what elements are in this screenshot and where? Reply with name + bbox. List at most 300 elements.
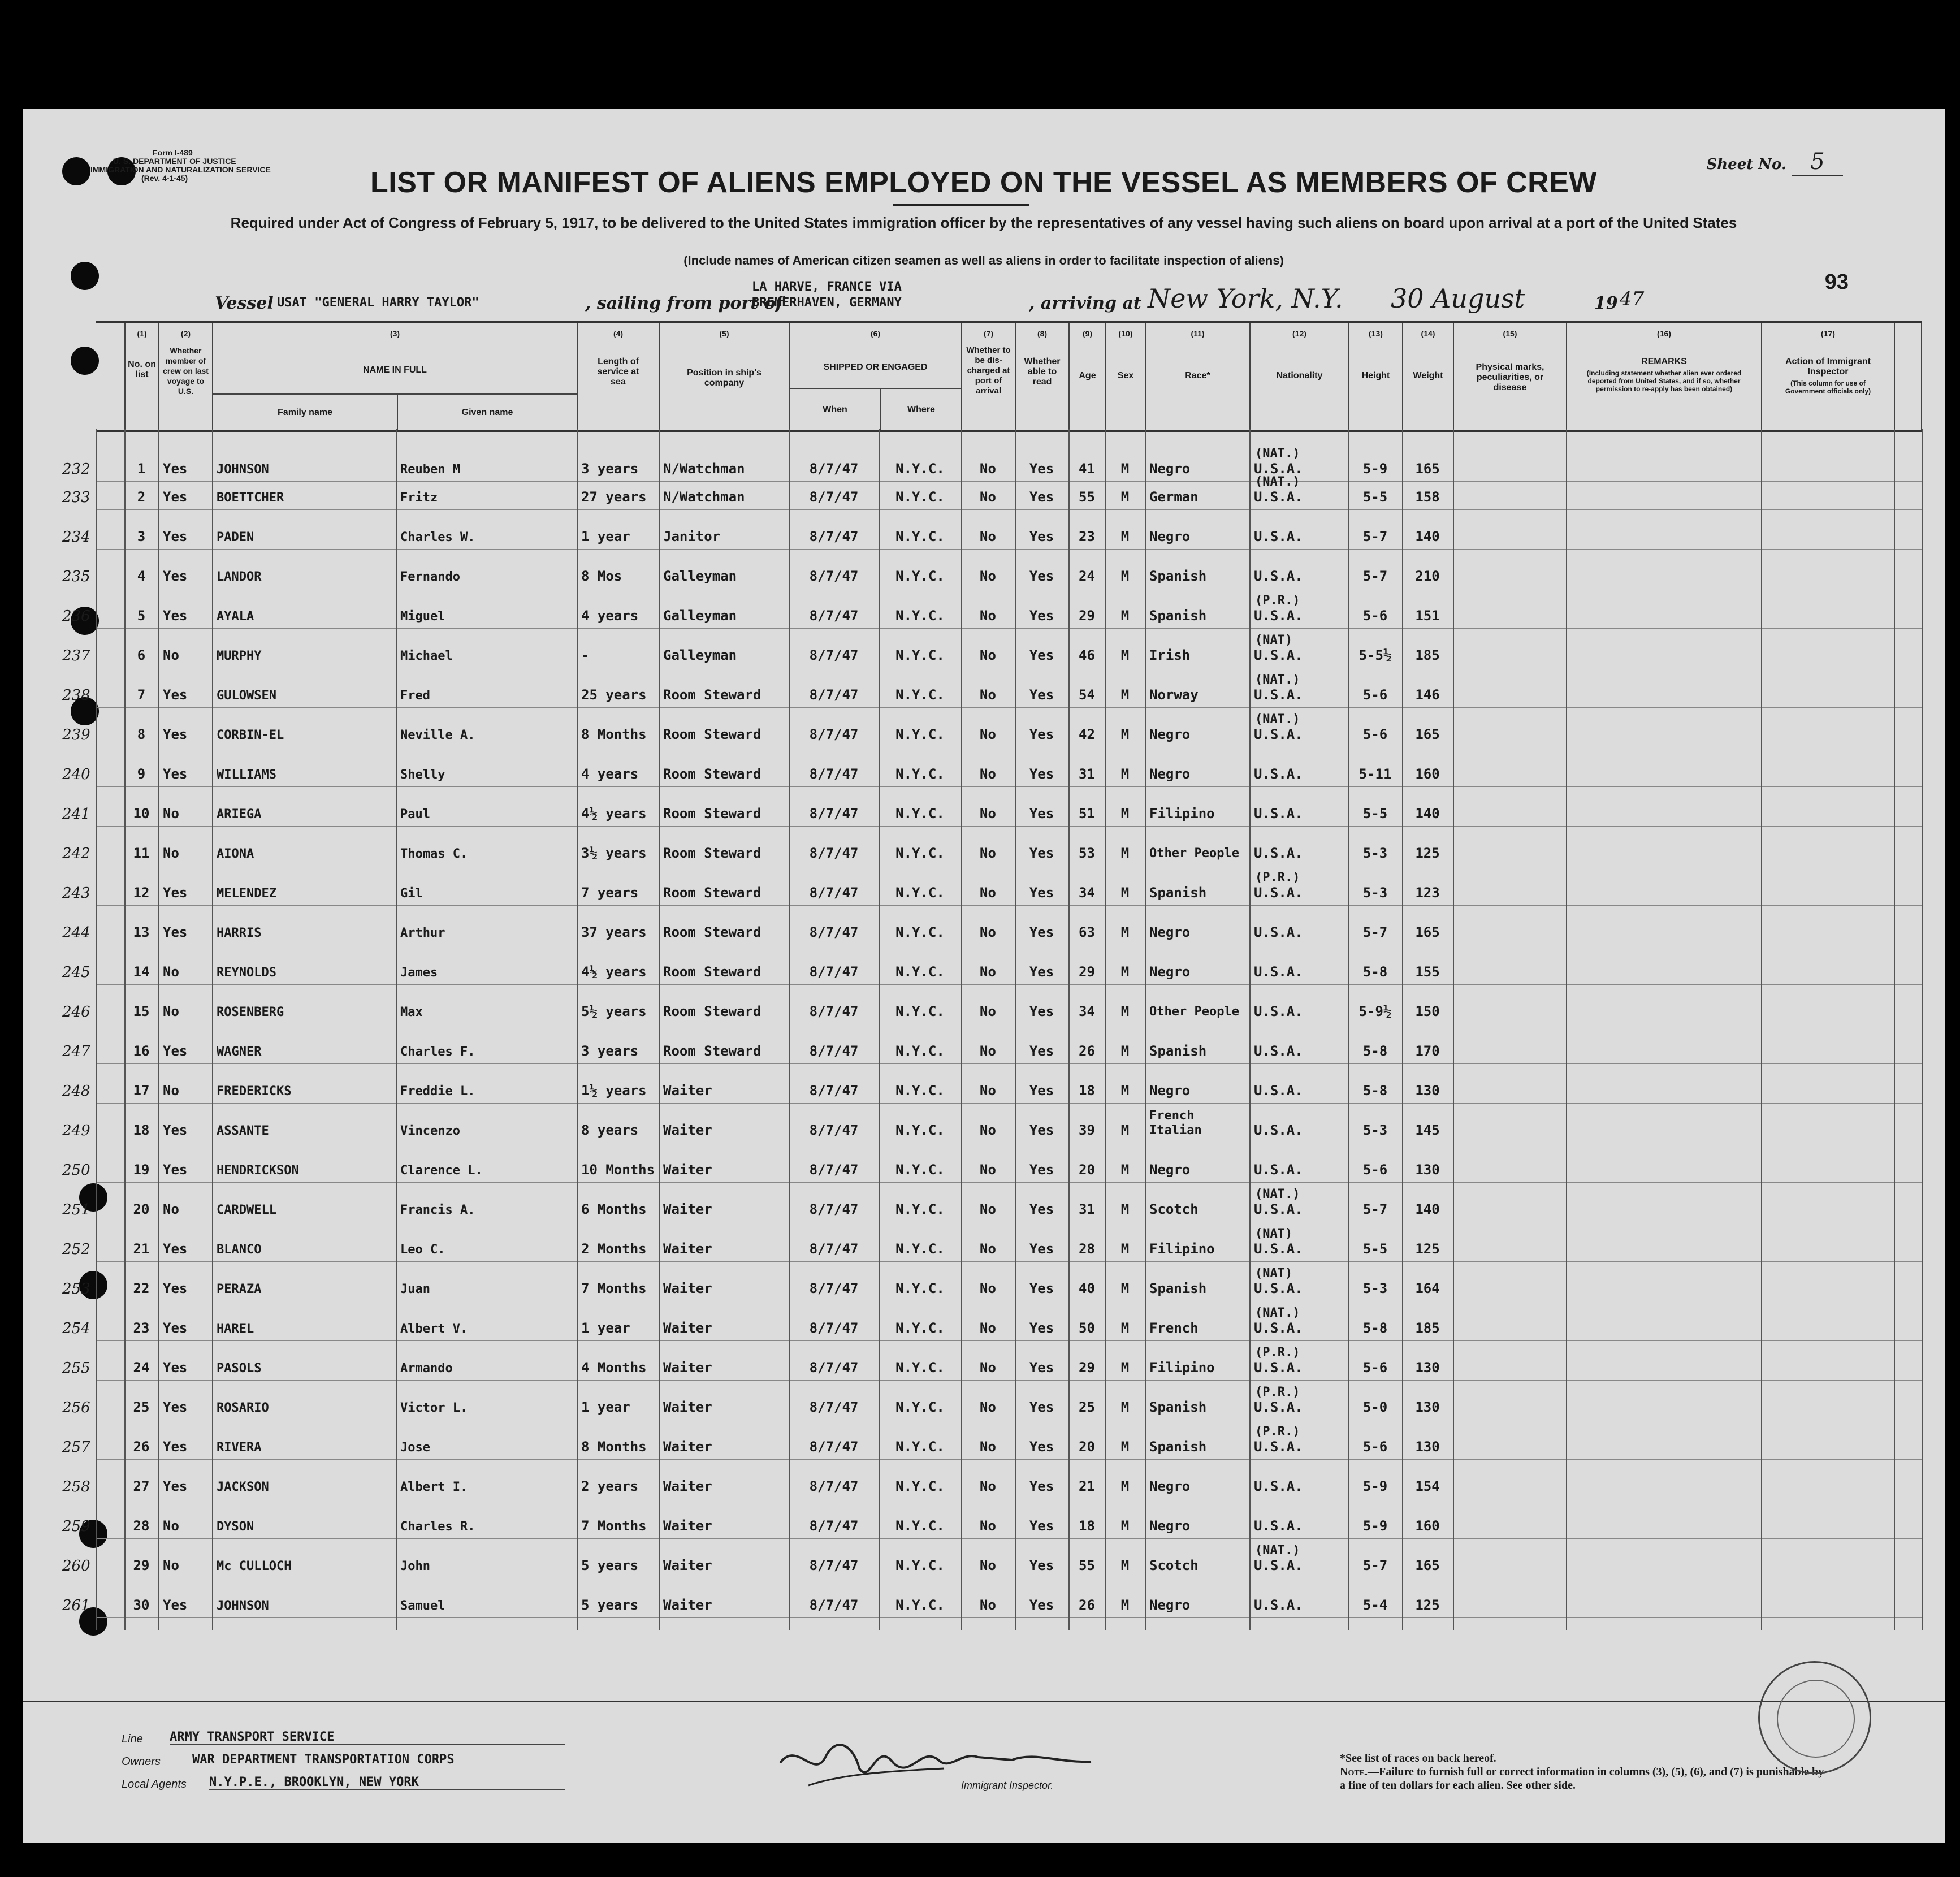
cell-last: Yes: [163, 529, 188, 544]
cell-read: Yes: [1029, 964, 1054, 980]
cell-height: 5-9: [1362, 1518, 1388, 1534]
cell-nationality-note: (NAT.): [1255, 1306, 1300, 1320]
sequence-number: 235: [62, 568, 90, 585]
cell-weight: 158: [1415, 489, 1440, 505]
cell-nationality-note: (P.R.): [1255, 594, 1300, 608]
table-row: [62, 906, 1922, 946]
page-subtitle: Required under Act of Congress of February 5, 1917, to be delivered to the United States immigration officer by the representatives of any vessel having such aliens on board upon arrival at a port of the United States: [230, 214, 1737, 231]
cell-when: 8/7/47: [809, 1043, 859, 1059]
cell-nationality: U.S.A.: [1254, 687, 1303, 703]
cell-given: Albert V.: [400, 1322, 468, 1336]
cell-sex: M: [1120, 1558, 1130, 1573]
cell-when: 8/7/47: [809, 1360, 859, 1376]
cell-family: ARIEGA: [217, 807, 262, 821]
cell-position: Galleyman: [663, 568, 737, 584]
manifest-sheet: [23, 109, 1945, 1843]
cell-read: Yes: [1029, 687, 1054, 703]
cell-position: Room Steward: [663, 726, 761, 742]
cell-age: 63: [1079, 924, 1095, 940]
cell-where: N.Y.C.: [895, 529, 945, 544]
cell-no: 27: [133, 1478, 150, 1494]
cell-when: 8/7/47: [809, 806, 859, 821]
cell-last: Yes: [163, 1439, 188, 1455]
cell-where: N.Y.C.: [895, 1083, 945, 1098]
table-row: [62, 1500, 1922, 1539]
cell-where: N.Y.C.: [895, 568, 945, 584]
cell-read: Yes: [1029, 1518, 1054, 1534]
column-rule: [1145, 429, 1146, 1630]
cell-height: 5-0: [1362, 1399, 1388, 1415]
cell-when: 8/7/47: [809, 1004, 859, 1019]
cell-position: Room Steward: [663, 964, 761, 980]
table-row: [62, 1421, 1922, 1460]
row-rule: [96, 1538, 1922, 1539]
sequence-number: 251: [62, 1201, 90, 1218]
cell-when: 8/7/47: [809, 924, 859, 940]
cell-discharged: No: [980, 608, 996, 624]
cell-nationality: U.S.A.: [1254, 964, 1303, 980]
cell-read: Yes: [1029, 647, 1054, 663]
row-rule: [96, 1459, 1922, 1460]
cell-where: N.Y.C.: [895, 687, 945, 703]
header-read: (8) Whether able to read: [1015, 323, 1068, 430]
cell-service: 8 Months: [581, 1439, 647, 1455]
official-seal-stamp: [1758, 1661, 1871, 1774]
table-row: [62, 946, 1922, 985]
cell-race: Spanish: [1149, 885, 1207, 901]
column-rule: [1566, 429, 1567, 1630]
cell-age: 29: [1079, 608, 1095, 624]
sequence-number: 248: [62, 1083, 90, 1100]
cell-no: 28: [133, 1518, 150, 1534]
cell-discharged: No: [980, 885, 996, 901]
table-row: [62, 1025, 1922, 1065]
cell-no: 19: [133, 1162, 150, 1178]
cell-no: 9: [137, 766, 146, 782]
cell-position: Waiter: [663, 1558, 712, 1573]
cell-position: Waiter: [663, 1518, 712, 1534]
cell-last: Yes: [163, 1043, 188, 1059]
cell-race: Negro: [1149, 1162, 1191, 1178]
cell-sex: M: [1120, 1043, 1130, 1059]
column-rule: [1894, 429, 1895, 1630]
cell-race: Other People: [1149, 846, 1239, 860]
cell-where: N.Y.C.: [895, 806, 945, 821]
cell-age: 29: [1079, 1360, 1095, 1376]
cell-sex: M: [1120, 687, 1130, 703]
cell-where: N.Y.C.: [895, 1320, 945, 1336]
cell-weight: 165: [1415, 461, 1440, 477]
header-inspector-action: (17) Action of Immigrant Inspector (This column for use of Government officials only): [1761, 323, 1894, 430]
cell-read: Yes: [1029, 885, 1054, 901]
cell-given: Francis A.: [400, 1203, 475, 1217]
cell-race: Filipino: [1149, 1241, 1215, 1257]
cell-family: BOETTCHER: [217, 491, 284, 505]
cell-height: 5-6: [1362, 1162, 1388, 1178]
cell-race: Negro: [1149, 529, 1191, 544]
cell-race: Filipino: [1149, 1360, 1215, 1376]
sequence-number: 236: [62, 608, 90, 625]
cell-nationality: U.S.A.: [1254, 461, 1303, 477]
cell-sex: M: [1120, 1360, 1130, 1376]
cell-height: 5-6: [1362, 1439, 1388, 1455]
cell-weight: 130: [1415, 1399, 1440, 1415]
table-row: [62, 788, 1922, 827]
column-rule: [659, 429, 660, 1630]
cell-nationality: U.S.A.: [1254, 1320, 1303, 1336]
cell-weight: 165: [1415, 726, 1440, 742]
cell-nationality: U.S.A.: [1254, 1597, 1303, 1613]
cell-nationality: U.S.A.: [1254, 1439, 1303, 1455]
cell-age: 23: [1079, 529, 1095, 544]
cell-age: 34: [1079, 1004, 1095, 1019]
cell-age: 39: [1079, 1122, 1095, 1138]
cell-sex: M: [1120, 1597, 1130, 1613]
cell-discharged: No: [980, 1558, 996, 1573]
cell-last: No: [163, 1558, 179, 1573]
table-row: [62, 985, 1922, 1025]
cell-no: 16: [133, 1043, 150, 1059]
cell-position: Room Steward: [663, 1043, 761, 1059]
table-row: [62, 748, 1922, 788]
cell-race: Negro: [1149, 1083, 1191, 1098]
cell-family: ROSENBERG: [217, 1005, 284, 1019]
cell-last: No: [163, 964, 179, 980]
table-row: [62, 867, 1922, 906]
cell-nationality: U.S.A.: [1254, 1399, 1303, 1415]
header-height: (13) Height: [1348, 323, 1402, 430]
cell-last: Yes: [163, 1162, 188, 1178]
cell-where: N.Y.C.: [895, 461, 945, 477]
row-rule: [96, 707, 1922, 708]
cell-read: Yes: [1029, 1360, 1054, 1376]
cell-family: CORBIN-EL: [217, 728, 284, 742]
header-last-voyage: (2) Whether member of crew on last voyage to U.S.: [158, 323, 212, 430]
cell-sex: M: [1120, 489, 1130, 505]
cell-race: Negro: [1149, 766, 1191, 782]
cell-service: 8 Months: [581, 726, 647, 742]
sequence-number: 234: [62, 529, 90, 546]
cell-nationality-note: (NAT.): [1255, 712, 1300, 726]
cell-age: 55: [1079, 489, 1095, 505]
cell-given: Charles R.: [400, 1520, 475, 1534]
cell-weight: 125: [1415, 1241, 1440, 1257]
cell-read: Yes: [1029, 1162, 1054, 1178]
cell-age: 20: [1079, 1439, 1095, 1455]
cell-race: Negro: [1149, 924, 1191, 940]
cell-nationality: U.S.A.: [1254, 1518, 1303, 1534]
cell-where: N.Y.C.: [895, 1399, 945, 1415]
cell-when: 8/7/47: [809, 845, 859, 861]
cell-weight: 125: [1415, 845, 1440, 861]
cell-nationality: U.S.A.: [1254, 1281, 1303, 1296]
cell-discharged: No: [980, 1004, 996, 1019]
table-row: [62, 1183, 1922, 1223]
cell-where: N.Y.C.: [895, 1558, 945, 1573]
manifest-footer: Line ARMY TRANSPORT SERVICE Owners WAR DEPARTMENT TRANSPORTATION CORPS Local Agents N.Y.P.E., BROOKLYN, NEW YORK Immigrant Inspector. *See list of races on back hereof. Note.—Failure to furnish full or correct information in columns (3), (5), (6), and (7) is punishable by a fine of ten dollars for each alien. See other side.: [23, 1701, 1945, 1843]
cell-read: Yes: [1029, 1558, 1054, 1573]
cell-position: Waiter: [663, 1201, 712, 1217]
cell-nationality: U.S.A.: [1254, 1241, 1303, 1257]
cell-height: 5-8: [1362, 1320, 1388, 1336]
cell-sex: M: [1120, 1004, 1130, 1019]
cell-when: 8/7/47: [809, 726, 859, 742]
cell-position: Room Steward: [663, 885, 761, 901]
cell-sex: M: [1120, 608, 1130, 624]
cell-age: 25: [1079, 1399, 1095, 1415]
cell-discharged: No: [980, 461, 996, 477]
cell-discharged: No: [980, 1162, 996, 1178]
sequence-number: 238: [62, 687, 90, 704]
cell-service: 4½ years: [581, 806, 647, 821]
cell-given: Juan: [400, 1282, 430, 1296]
cell-service: 1½ years: [581, 1083, 647, 1098]
cell-read: Yes: [1029, 529, 1054, 544]
cell-nationality: U.S.A.: [1254, 529, 1303, 544]
vessel-line: Vessel USAT "GENERAL HARRY TAYLOR" , sailing from port of LA HARVE, FRANCE VIA BREMERHAVEN, GERMANY , arriving at New York, N.Y. 30 August 19 47: [215, 280, 1645, 314]
column-rule: [789, 429, 790, 1630]
binder-hole: [71, 347, 99, 375]
cell-discharged: No: [980, 1478, 996, 1494]
cell-position: Waiter: [663, 1597, 712, 1613]
cell-no: 26: [133, 1439, 150, 1455]
cell-sex: M: [1120, 461, 1130, 477]
cell-last: No: [163, 806, 179, 821]
cell-no: 25: [133, 1399, 150, 1415]
cell-nationality: U.S.A.: [1254, 924, 1303, 940]
cell-discharged: No: [980, 489, 996, 505]
cell-given: Paul: [400, 807, 430, 821]
cell-last: No: [163, 1083, 179, 1098]
header-nationality: (12) Nationality: [1249, 323, 1348, 430]
cell-last: Yes: [163, 1122, 188, 1138]
cell-race: Spanish: [1149, 1281, 1207, 1296]
cell-weight: 140: [1415, 806, 1440, 821]
cell-no: 23: [133, 1320, 150, 1336]
cell-sex: M: [1120, 845, 1130, 861]
cell-discharged: No: [980, 1360, 996, 1376]
cell-sex: M: [1120, 529, 1130, 544]
cell-read: Yes: [1029, 766, 1054, 782]
cell-position: Galleyman: [663, 647, 737, 663]
cell-family: REYNOLDS: [217, 966, 276, 980]
cell-when: 8/7/47: [809, 1201, 859, 1217]
cell-height: 5-6: [1362, 1360, 1388, 1376]
cell-weight: 150: [1415, 1004, 1440, 1019]
cell-position: Waiter: [663, 1439, 712, 1455]
header-physical-marks: (15) Physical marks, peculiarities, or disease: [1453, 323, 1566, 430]
row-rule: [96, 1182, 1922, 1183]
cell-race: Negro: [1149, 1478, 1191, 1494]
cell-service: 7 Months: [581, 1518, 647, 1534]
cell-given: Freddie L.: [400, 1084, 475, 1098]
cell-age: 18: [1079, 1083, 1095, 1098]
cell-given: Charles W.: [400, 530, 475, 544]
cell-age: 20: [1079, 1162, 1095, 1178]
cell-last: No: [163, 845, 179, 861]
cell-where: N.Y.C.: [895, 964, 945, 980]
cell-given: Samuel: [400, 1599, 445, 1613]
cell-given: Michael: [400, 649, 453, 663]
column-rule: [1922, 429, 1923, 1630]
cell-age: 46: [1079, 647, 1095, 663]
cell-height: 5-4: [1362, 1597, 1388, 1613]
cell-discharged: No: [980, 726, 996, 742]
cell-discharged: No: [980, 687, 996, 703]
row-rule: [96, 1380, 1922, 1381]
cell-race: Irish: [1149, 647, 1191, 663]
cell-where: N.Y.C.: [895, 647, 945, 663]
cell-height: 5-7: [1362, 1558, 1388, 1573]
cell-given: Fred: [400, 689, 430, 703]
row-rule: [96, 549, 1922, 550]
cell-family: DYSON: [217, 1520, 254, 1534]
header-no: (1) No. on list: [124, 323, 158, 430]
cell-height: 5-8: [1362, 964, 1388, 980]
cell-no: 2: [137, 489, 146, 505]
header-service: (4) Length of service at sea: [577, 323, 659, 430]
cell-read: Yes: [1029, 489, 1054, 505]
cell-position: Room Steward: [663, 845, 761, 861]
cell-sex: M: [1120, 1281, 1130, 1296]
cell-sex: M: [1120, 1399, 1130, 1415]
cell-nationality-note: (NAT.): [1255, 1543, 1300, 1558]
cell-position: Galleyman: [663, 608, 737, 624]
header-race: (11) Race*: [1145, 323, 1249, 430]
cell-position: Waiter: [663, 1399, 712, 1415]
cell-weight: 140: [1415, 1201, 1440, 1217]
cell-family: WILLIAMS: [217, 768, 276, 782]
cell-last: Yes: [163, 461, 188, 477]
sequence-number: 241: [62, 806, 90, 823]
sequence-number: 252: [62, 1241, 90, 1258]
cell-weight: 140: [1415, 529, 1440, 544]
cell-read: Yes: [1029, 845, 1054, 861]
cell-discharged: No: [980, 1597, 996, 1613]
cell-when: 8/7/47: [809, 1083, 859, 1098]
cell-height: 5-5: [1362, 1241, 1388, 1257]
sequence-number: 255: [62, 1360, 90, 1377]
cell-service: 7 years: [581, 885, 639, 901]
cell-sex: M: [1120, 1122, 1130, 1138]
sheet-number: Sheet No. 5: [1706, 149, 1843, 176]
cell-family: JOHNSON: [217, 462, 269, 477]
cell-sex: M: [1120, 1162, 1130, 1178]
cell-when: 8/7/47: [809, 1122, 859, 1138]
cell-position: Janitor: [663, 529, 721, 544]
cell-weight: 151: [1415, 608, 1440, 624]
column-rule: [961, 429, 962, 1630]
cell-height: 5-9: [1362, 461, 1388, 477]
sequence-number: 245: [62, 964, 90, 981]
cell-weight: 165: [1415, 1558, 1440, 1573]
cell-given: Arthur: [400, 926, 445, 940]
cell-last: Yes: [163, 1597, 188, 1613]
cell-position: Waiter: [663, 1241, 712, 1257]
cell-given: Neville A.: [400, 728, 475, 742]
cell-where: N.Y.C.: [895, 1162, 945, 1178]
cell-height: 5-5: [1362, 489, 1388, 505]
cell-discharged: No: [980, 568, 996, 584]
cell-given: Clarence L.: [400, 1164, 483, 1178]
cell-last: Yes: [163, 687, 188, 703]
cell-last: Yes: [163, 924, 188, 940]
cell-given: Albert I.: [400, 1480, 468, 1494]
cell-weight: 170: [1415, 1043, 1440, 1059]
cell-where: N.Y.C.: [895, 845, 945, 861]
cell-discharged: No: [980, 964, 996, 980]
cell-family: MELENDEZ: [217, 886, 276, 901]
cell-age: 54: [1079, 687, 1095, 703]
footer-note: *See list of races on back hereof. Note.—Failure to furnish full or correct information in columns (3), (5), (6), and (7) is punishable by a fine of ten dollars for each alien. See other side.: [1340, 1752, 1824, 1792]
cell-height: 5-6: [1362, 608, 1388, 624]
cell-height: 5-7: [1362, 529, 1388, 544]
cell-where: N.Y.C.: [895, 1043, 945, 1059]
cell-position: N/Watchman: [663, 461, 745, 477]
sequence-number: 253: [62, 1281, 90, 1298]
cell-when: 8/7/47: [809, 1558, 859, 1573]
cell-family: ASSANTE: [217, 1124, 269, 1138]
cell-read: Yes: [1029, 726, 1054, 742]
cell-no: 14: [133, 964, 150, 980]
cell-when: 8/7/47: [809, 1478, 859, 1494]
cell-read: Yes: [1029, 806, 1054, 821]
cell-where: N.Y.C.: [895, 608, 945, 624]
cell-family: JACKSON: [217, 1480, 269, 1494]
cell-no: 30: [133, 1597, 150, 1613]
cell-age: 40: [1079, 1281, 1095, 1296]
cell-read: Yes: [1029, 1083, 1054, 1098]
cell-service: 6 Months: [581, 1201, 647, 1217]
column-rule: [96, 429, 97, 1630]
table-row: [62, 1223, 1922, 1262]
sequence-number: 259: [62, 1518, 90, 1535]
column-rule: [1105, 429, 1106, 1630]
cell-given: John: [400, 1559, 430, 1573]
cell-race: French Italian: [1149, 1109, 1202, 1138]
cell-height: 5-9½: [1358, 1004, 1392, 1019]
cell-family: ROSARIO: [217, 1401, 269, 1415]
header-age: (9) Age: [1068, 323, 1105, 430]
cell-last: Yes: [163, 1241, 188, 1257]
cell-given: Leo C.: [400, 1243, 445, 1257]
cell-no: 22: [133, 1281, 150, 1296]
cell-where: N.Y.C.: [895, 766, 945, 782]
sequence-number: 250: [62, 1162, 90, 1179]
cell-position: Waiter: [663, 1360, 712, 1376]
cell-given: James: [400, 966, 438, 980]
cell-where: N.Y.C.: [895, 489, 945, 505]
cell-nationality-note: (NAT): [1255, 1266, 1293, 1281]
header-sex: (10) Sex: [1105, 323, 1145, 430]
row-rule: [96, 984, 1922, 985]
row-rule: [96, 1261, 1922, 1262]
cell-height: 5-7: [1362, 1201, 1388, 1217]
cell-no: 24: [133, 1360, 150, 1376]
cell-where: N.Y.C.: [895, 1518, 945, 1534]
cell-no: 18: [133, 1122, 150, 1138]
cell-service: 4 years: [581, 608, 639, 624]
cell-no: 4: [137, 568, 146, 584]
cell-service: 3 years: [581, 1043, 639, 1059]
cell-when: 8/7/47: [809, 885, 859, 901]
cell-no: 20: [133, 1201, 150, 1217]
cell-discharged: No: [980, 529, 996, 544]
cell-service: 10 Months: [581, 1162, 655, 1178]
header-position: (5) Position in ship's company: [659, 323, 789, 430]
row-rule: [96, 1617, 1922, 1618]
cell-discharged: No: [980, 647, 996, 663]
